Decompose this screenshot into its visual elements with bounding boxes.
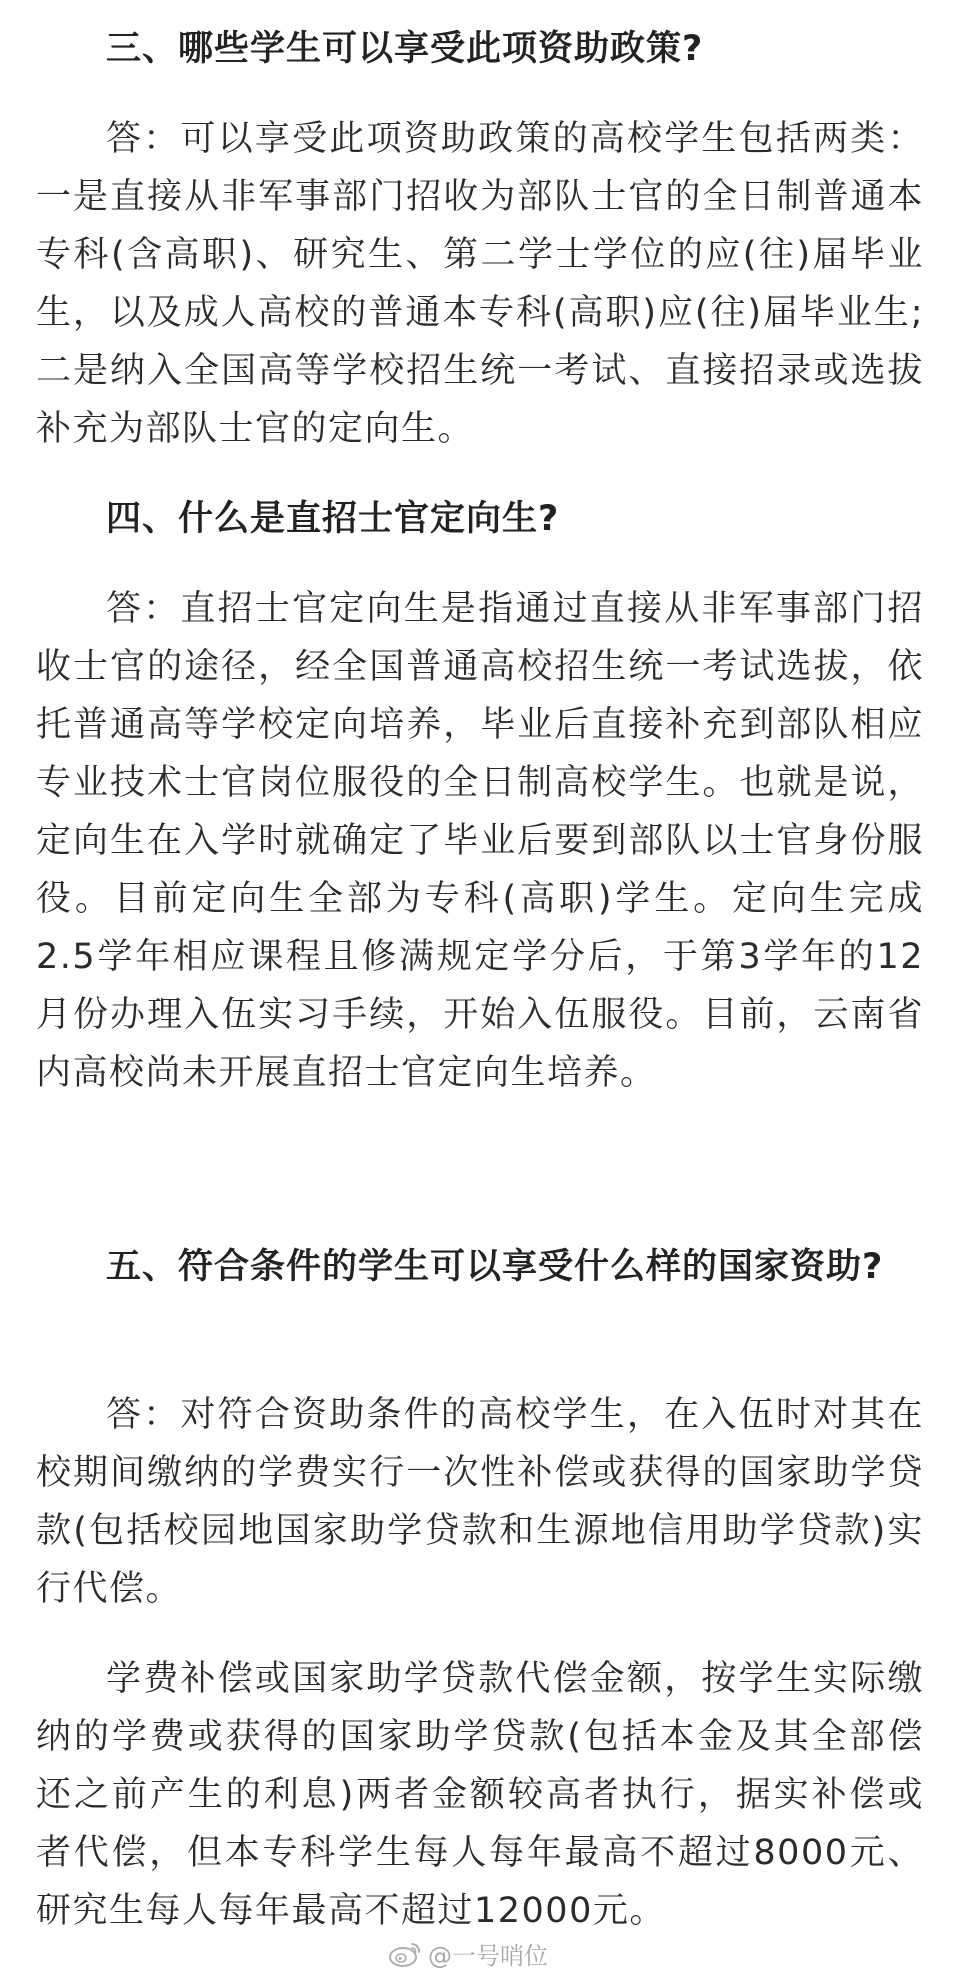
weibo-watermark — [388, 1936, 548, 1971]
section-3-answer: 答：可以享受此项资助政策的高校学生包括两类：一是直接从非军事部门招收为部队士官的全日制普通本专科(含高职)、研究生、第二学士学位的应(往)届毕业生，以及成人高校的普通本专科(高职)应(往)届毕业生;二是纳入全国高等学校招生统一考试、直接招录或选拔补充为部队士官的定向生。 — [36, 119, 924, 449]
section-5-answer: 答：对符合资助条件的高校学生，在入伍时对其在校期间缴纳的学费实行一次性补偿或获得的国家助学贷款(包括校园地国家助学贷款和生源地信用助学贷款)实行代偿。 — [36, 1395, 924, 1609]
watermark-text: @一号哨位 — [428, 1942, 548, 1970]
section-5-heading: 五、符合条件的学生可以享受什么样的国家资助? — [106, 1247, 884, 1287]
section-4-answer: 答：直招士官定向生是指通过直接从非军事部门招收士官的途径，经全国普通高校招生统一考试选拔，依托普通高等学校定向培养，毕业后直接补充到部队相应专业技术士官岗位服役的全日制高校学生。也就是说，定向生在入学时就确定了毕业后要到部队以士官身份服役。目前定向生全部为专科(高职)学生。定向生完成2.5学年相应课程且修满规定学分后，于第3学年的12月份办理入伍实习手续，开始入伍服役。目前，云南省内高校尚未开展直招士官定向生培养。 — [36, 589, 924, 1093]
section-4-heading: 四、什么是直招士官定向生? — [106, 499, 560, 539]
section-5-amount-paragraph: 学费补偿或国家助学贷款代偿金额，按学生实际缴纳的学费或获得的国家助学贷款(包括本金及其全部偿还之前产生的利息)两者金额较高者执行，据实补偿或者代偿，但本专科学生每人每年最高不超过8000元、研究生每人每年最高不超过12000元。 — [36, 1659, 924, 1931]
section-3-heading: 三、哪些学生可以享受此项资助政策? — [106, 29, 704, 69]
weibo-icon — [388, 1940, 422, 1968]
